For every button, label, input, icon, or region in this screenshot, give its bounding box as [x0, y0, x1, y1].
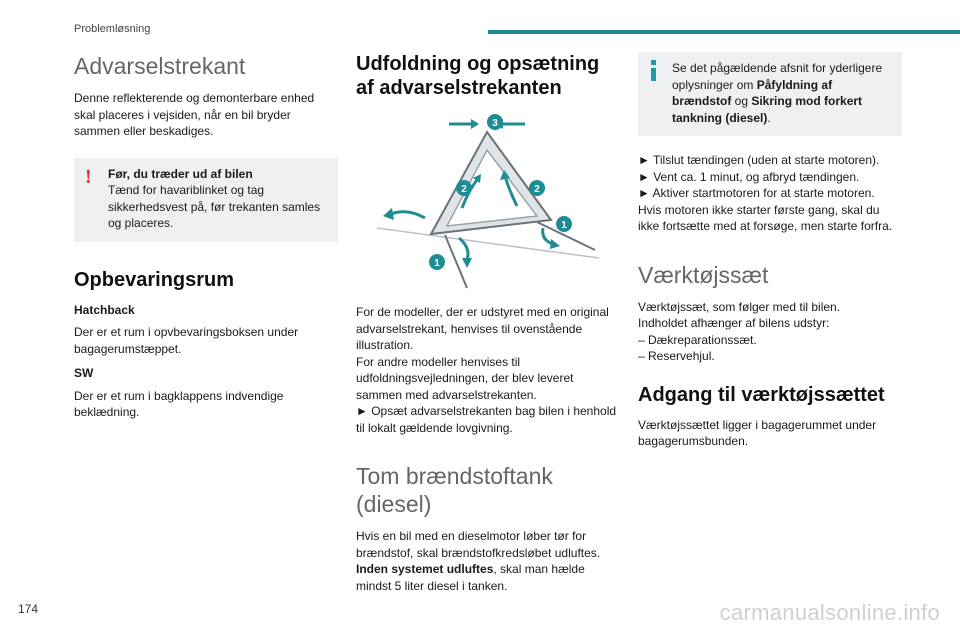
toolkit-item: – Dækreparationssæt. — [638, 332, 757, 347]
step-item: ► Tilslut tændingen (uden at starte motoren). — [638, 153, 880, 167]
unfold-text-1: For de modeller, der er udstyret med en original advarselstrekant, henvises til ovenstående illustration. — [356, 305, 609, 352]
toolkit-text-1: Værktøjssæt, som følger med til bilen. — [638, 299, 841, 314]
watermark: carmanualsonline.info — [719, 600, 940, 625]
column-middle — [356, 52, 618, 602]
badge-1-left-label: 1 — [434, 258, 440, 269]
info-text: Se det pågældende afsnit for yderligere oplysninger om Påfyldning af brændstof og Sikring mod forkert tankning (diesel). — [672, 61, 883, 125]
hatchback-text: Der er et rum i opvbevaringsboksen under bagagerumstæppet. — [74, 325, 299, 356]
heading-toolkit: Værktøjssæt — [638, 261, 769, 288]
heading-toolkit-access: Adgang til værktøjssættet — [638, 383, 885, 406]
section-title: Problemløsning — [74, 23, 151, 35]
badge-2-right-label: 2 — [534, 184, 540, 195]
badge-3-label: 3 — [492, 118, 498, 129]
triangle-diagram — [367, 110, 607, 290]
intro-text: Denne reflekterende og demonterbare enhed skal placeres i vejsiden, når en bil bryder sammen eller beskadiges. — [74, 91, 315, 138]
step-list — [638, 152, 902, 202]
warning-box — [74, 158, 338, 242]
heading-storage: Opbevaringsrum — [74, 268, 235, 291]
column-right — [638, 52, 902, 458]
header-accent-bar — [488, 30, 960, 34]
info-icon — [651, 60, 657, 81]
toolkit-text-2: Indholdet afhænger af bilens udstyr: — [638, 316, 830, 330]
empty-tank-text: Hvis en bil med en dieselmotor løber tør for brændstof, skal brændstofkredsløbet udluftes. Inden systemet udluftes, skal man hælde mindst 5 liter diesel i tanken. — [356, 529, 601, 593]
badge-2-left-label: 2 — [461, 184, 467, 195]
label-sw: SW — [74, 366, 94, 380]
heading-empty-tank: Tom brændstoftank (diesel) — [356, 463, 553, 517]
unfold-step: ► Opsæt advarselstrekanten bag bilen i henhold til lokalt gældende lovgivning. — [356, 404, 617, 435]
toolkit-item: – Reservehjul. — [638, 349, 715, 363]
info-box — [638, 52, 902, 136]
heading-warning-triangle: Advarselstrekant — [74, 53, 246, 79]
warning-title: Før, du træder ud af bilen — [108, 166, 253, 181]
step-item: ► Aktiver startmotoren for at starte motoren. — [638, 186, 875, 200]
column-left — [74, 52, 338, 429]
badge-1-right-label: 1 — [561, 220, 567, 231]
warning-icon: ! — [85, 165, 92, 188]
step-item: ► Vent ca. 1 minut, og afbryd tændingen. — [638, 169, 860, 184]
label-hatchback: Hatchback — [74, 302, 135, 317]
unfold-text-2: For andre modeller henvises til udfoldningsvejledningen, der blev leveret sammen med advarselstrekanten. — [356, 354, 574, 402]
heading-unfold: Udfoldning og opsætning af advarselstrekanten — [356, 53, 600, 99]
toolkit-access-text: Værktøjssættet ligger i bagagerummet under bagagerumsbunden. — [638, 417, 877, 448]
steps-note: Hvis motoren ikke starter første gang, skal du ikke fortsætte med at forsøge, men starte forfra. — [638, 202, 893, 233]
sw-text: Der er et rum i bagklappens indvendige beklædning. — [74, 388, 284, 419]
warning-text: Tænd for havariblinket og tag sikkerhedsvest på, før trekanten samles og placeres. — [108, 183, 321, 230]
page-number: 174 — [18, 602, 39, 616]
